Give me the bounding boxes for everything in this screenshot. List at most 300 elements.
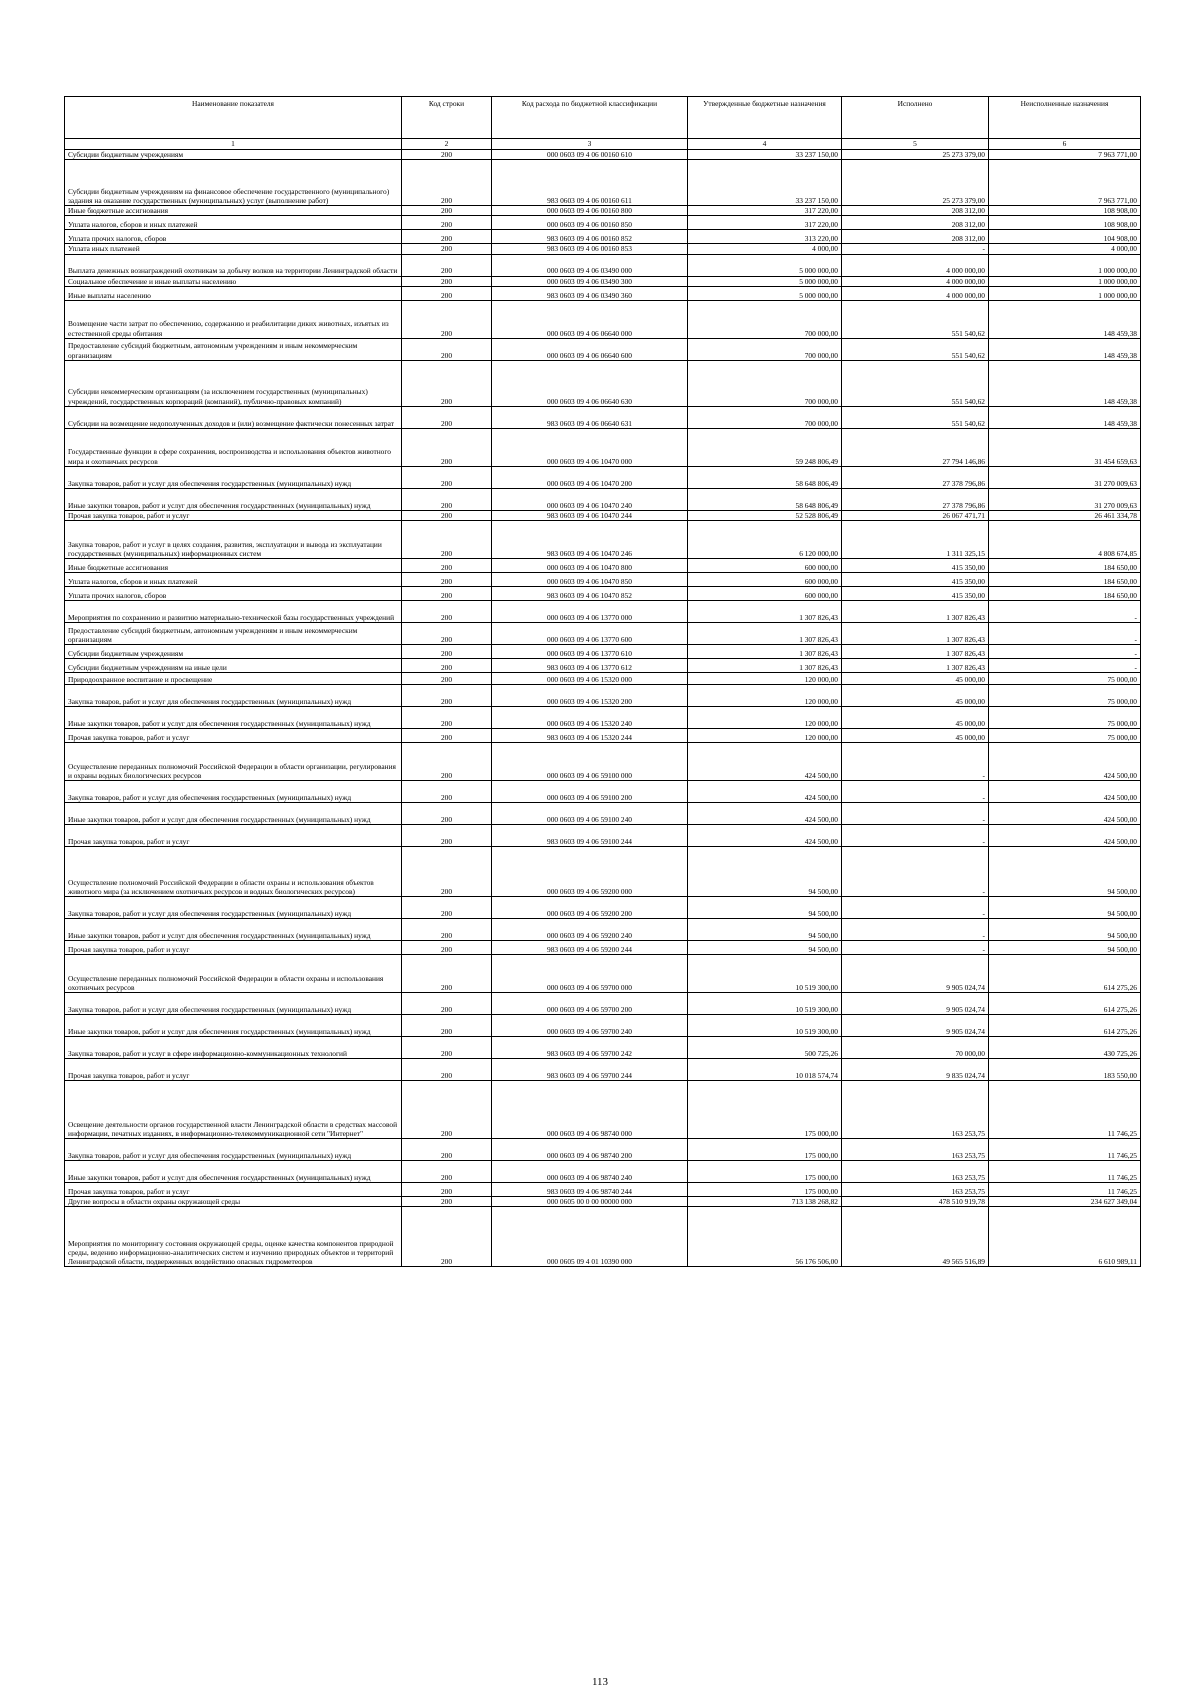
- row-line-code: 200: [402, 1139, 492, 1161]
- table-row: [65, 1081, 1141, 1139]
- row-line-code: 200: [402, 1197, 492, 1207]
- table-row: [65, 1059, 1141, 1081]
- row-unexecuted: 11 746,25: [989, 1081, 1141, 1139]
- row-approved: 175 000,00: [688, 1139, 842, 1161]
- row-kbk: 000 0603 09 4 06 06640 000: [492, 300, 688, 338]
- row-kbk: 000 0603 09 4 06 59700 240: [492, 1015, 688, 1037]
- row-name: Иные закупки товаров, работ и услуг для обеспечения государственных (муниципальных) нужд: [65, 919, 402, 941]
- row-unexecuted: 148 459,38: [989, 300, 1141, 338]
- row-line-code: 200: [402, 659, 492, 673]
- row-approved: 1 307 826,43: [688, 645, 842, 659]
- row-kbk: 983 0603 09 4 06 10470 246: [492, 521, 688, 559]
- table-row: [65, 1197, 1141, 1207]
- row-executed: 415 350,00: [842, 587, 989, 601]
- row-line-code: 200: [402, 488, 492, 510]
- row-executed: 1 311 325,15: [842, 521, 989, 559]
- row-unexecuted: 7 963 771,00: [989, 160, 1141, 206]
- row-approved: 56 176 506,00: [688, 1207, 842, 1267]
- row-name: Закупка товаров, работ и услуг для обеспечения государственных (муниципальных) нужд: [65, 685, 402, 707]
- row-unexecuted: 94 500,00: [989, 919, 1141, 941]
- row-unexecuted: 184 650,00: [989, 559, 1141, 573]
- row-executed: 1 307 826,43: [842, 659, 989, 673]
- table-row: [65, 244, 1141, 254]
- row-unexecuted: 75 000,00: [989, 685, 1141, 707]
- row-approved: 313 220,00: [688, 230, 842, 244]
- row-kbk: 000 0603 09 4 06 10470 200: [492, 466, 688, 488]
- table-row: [65, 1183, 1141, 1197]
- row-unexecuted: -: [989, 623, 1141, 645]
- row-line-code: 200: [402, 685, 492, 707]
- row-executed: -: [842, 825, 989, 847]
- row-kbk: 000 0603 09 4 06 06640 600: [492, 338, 688, 360]
- row-line-code: 200: [402, 160, 492, 206]
- row-line-code: 200: [402, 847, 492, 897]
- row-kbk: 000 0603 09 4 06 98740 200: [492, 1139, 688, 1161]
- row-name: Субсидии бюджетным учреждениям: [65, 150, 402, 160]
- row-approved: 600 000,00: [688, 587, 842, 601]
- row-name: Мероприятия по сохранению и развитию материально-технической базы государственных учреждений: [65, 601, 402, 623]
- row-name: Закупка товаров, работ и услуг в сфере информационно-коммуникационных технологий: [65, 1037, 402, 1059]
- row-unexecuted: 614 275,26: [989, 955, 1141, 993]
- row-line-code: 200: [402, 941, 492, 955]
- row-line-code: 200: [402, 521, 492, 559]
- row-name: Осуществление переданных полномочий Российской Федерации в области организации, регулирования и охраны водных биологических ресурсов: [65, 743, 402, 781]
- row-approved: 94 500,00: [688, 941, 842, 955]
- row-unexecuted: 184 650,00: [989, 573, 1141, 587]
- table-row: [65, 685, 1141, 707]
- row-approved: 317 220,00: [688, 206, 842, 216]
- row-executed: 27 378 796,86: [842, 466, 989, 488]
- row-approved: 424 500,00: [688, 743, 842, 781]
- row-unexecuted: 424 500,00: [989, 743, 1141, 781]
- row-kbk: 983 0603 09 4 06 59200 244: [492, 941, 688, 955]
- row-name: Социальное обеспечение и иные выплаты населению: [65, 276, 402, 286]
- row-line-code: 200: [402, 573, 492, 587]
- row-executed: 26 067 471,71: [842, 510, 989, 520]
- row-unexecuted: 11 746,25: [989, 1139, 1141, 1161]
- row-name: Выплата денежных вознаграждений охотникам за добычу волков на территории Ленинградской области: [65, 254, 402, 276]
- row-unexecuted: 94 500,00: [989, 941, 1141, 955]
- row-kbk: 000 0603 09 4 06 10470 850: [492, 573, 688, 587]
- row-unexecuted: 94 500,00: [989, 847, 1141, 897]
- row-name: Иные бюджетные ассигнования: [65, 559, 402, 573]
- table-row: [65, 803, 1141, 825]
- table-row: [65, 406, 1141, 428]
- row-line-code: 200: [402, 276, 492, 286]
- row-unexecuted: 26 461 334,78: [989, 510, 1141, 520]
- row-name: Иные выплаты населению: [65, 286, 402, 300]
- row-line-code: 200: [402, 623, 492, 645]
- table-row: [65, 781, 1141, 803]
- row-executed: 9 905 024,74: [842, 1015, 989, 1037]
- row-unexecuted: 1 000 000,00: [989, 286, 1141, 300]
- row-line-code: 200: [402, 587, 492, 601]
- row-approved: 175 000,00: [688, 1183, 842, 1197]
- row-kbk: 983 0603 09 4 06 03490 360: [492, 286, 688, 300]
- row-executed: -: [842, 919, 989, 941]
- row-executed: 4 000 000,00: [842, 286, 989, 300]
- row-line-code: 200: [402, 150, 492, 160]
- row-name: Иные закупки товаров, работ и услуг для обеспечения государственных (муниципальных) нужд: [65, 1161, 402, 1183]
- table-row: [65, 1139, 1141, 1161]
- row-line-code: 200: [402, 338, 492, 360]
- row-name: Иные бюджетные ассигнования: [65, 206, 402, 216]
- row-kbk: 000 0605 00 0 00 00000 000: [492, 1197, 688, 1207]
- row-unexecuted: 108 908,00: [989, 206, 1141, 216]
- row-line-code: 200: [402, 673, 492, 685]
- row-kbk: 983 0603 09 4 06 98740 244: [492, 1183, 688, 1197]
- row-approved: 120 000,00: [688, 729, 842, 743]
- table-row: [65, 659, 1141, 673]
- row-unexecuted: 1 000 000,00: [989, 254, 1141, 276]
- row-kbk: 000 0603 09 4 06 13770 610: [492, 645, 688, 659]
- row-name: Освещение деятельности органов государственной власти Ленинградской области в средствах массовой информации, печатных изданиях, в информационно-телекоммуникационной сети "Интернет": [65, 1081, 402, 1139]
- row-kbk: 983 0603 09 4 06 59700 244: [492, 1059, 688, 1081]
- row-name: Закупка товаров, работ и услуг для обеспечения государственных (муниципальных) нужд: [65, 897, 402, 919]
- budget-table: [64, 96, 1141, 1267]
- row-approved: 5 000 000,00: [688, 286, 842, 300]
- row-executed: 4 000 000,00: [842, 254, 989, 276]
- row-approved: 10 018 574,74: [688, 1059, 842, 1081]
- table-row: [65, 707, 1141, 729]
- row-name: Государственные функции в сфере сохранения, воспроизводства и использования объектов животного мира и охотничьих ресурсов: [65, 428, 402, 466]
- header-executed: Исполнено: [842, 97, 989, 139]
- row-name: Предоставление субсидий бюджетным, автономным учреждениям и иным некоммерческим организациям: [65, 338, 402, 360]
- table-row: [65, 825, 1141, 847]
- row-unexecuted: 108 908,00: [989, 216, 1141, 230]
- row-kbk: 983 0603 09 4 06 59700 242: [492, 1037, 688, 1059]
- row-name: Закупка товаров, работ и услуг для обеспечения государственных (муниципальных) нужд: [65, 781, 402, 803]
- row-unexecuted: 234 627 349,04: [989, 1197, 1141, 1207]
- row-line-code: 200: [402, 803, 492, 825]
- row-kbk: 000 0603 09 4 06 10470 800: [492, 559, 688, 573]
- row-approved: 700 000,00: [688, 300, 842, 338]
- table-row: [65, 488, 1141, 510]
- row-unexecuted: 614 275,26: [989, 1015, 1141, 1037]
- row-executed: 49 565 516,89: [842, 1207, 989, 1267]
- row-kbk: 000 0603 09 4 06 59200 240: [492, 919, 688, 941]
- header-unexecuted: Неисполненные назначения: [989, 97, 1141, 139]
- row-line-code: 200: [402, 897, 492, 919]
- row-approved: 52 528 806,49: [688, 510, 842, 520]
- row-line-code: 200: [402, 825, 492, 847]
- row-executed: 415 350,00: [842, 559, 989, 573]
- row-approved: 33 237 150,00: [688, 150, 842, 160]
- table-row: [65, 847, 1141, 897]
- row-line-code: 200: [402, 254, 492, 276]
- row-unexecuted: 183 550,00: [989, 1059, 1141, 1081]
- row-line-code: 200: [402, 230, 492, 244]
- row-line-code: 200: [402, 707, 492, 729]
- row-line-code: 200: [402, 1161, 492, 1183]
- row-approved: 58 648 806,49: [688, 466, 842, 488]
- table-row: [65, 941, 1141, 955]
- row-executed: 551 540,62: [842, 406, 989, 428]
- table-row: [65, 254, 1141, 276]
- row-kbk: 000 0603 09 4 06 00160 610: [492, 150, 688, 160]
- row-line-code: 200: [402, 955, 492, 993]
- row-approved: 120 000,00: [688, 673, 842, 685]
- header-name: Наименование показателя: [65, 97, 402, 139]
- row-kbk: 000 0603 09 4 06 13770 600: [492, 623, 688, 645]
- row-name: Субсидии бюджетным учреждениям: [65, 645, 402, 659]
- row-approved: 10 519 300,00: [688, 1015, 842, 1037]
- table-row: [65, 150, 1141, 160]
- row-name: Уплата иных платежей: [65, 244, 402, 254]
- row-name: Осуществление переданных полномочий Российской Федерации в области охраны и использования охотничьих ресурсов: [65, 955, 402, 993]
- row-executed: 163 253,75: [842, 1161, 989, 1183]
- row-executed: 27 794 146,86: [842, 428, 989, 466]
- table-row: [65, 1015, 1141, 1037]
- row-line-code: 200: [402, 645, 492, 659]
- row-executed: 27 378 796,86: [842, 488, 989, 510]
- table-row: [65, 1207, 1141, 1267]
- row-line-code: 200: [402, 244, 492, 254]
- row-unexecuted: 11 746,25: [989, 1183, 1141, 1197]
- row-unexecuted: 148 459,38: [989, 406, 1141, 428]
- table-row: [65, 955, 1141, 993]
- row-name: Мероприятия по мониторингу состояния окружающей среды, оценке качества компонентов природной среды, ведению информационно-аналитических систем и изучению природных объектов и территорий Ленинградской области, подверженных воздействию опасных гидрометеоров: [65, 1207, 402, 1267]
- row-line-code: 200: [402, 510, 492, 520]
- row-executed: 1 307 826,43: [842, 645, 989, 659]
- table-row: [65, 510, 1141, 520]
- row-unexecuted: 184 650,00: [989, 587, 1141, 601]
- row-line-code: 200: [402, 1081, 492, 1139]
- row-name: Иные закупки товаров, работ и услуг для обеспечения государственных (муниципальных) нужд: [65, 1015, 402, 1037]
- row-name: Закупка товаров, работ и услуг для обеспечения государственных (муниципальных) нужд: [65, 993, 402, 1015]
- row-kbk: 983 0603 09 4 06 06640 631: [492, 406, 688, 428]
- row-name: Закупка товаров, работ и услуг для обеспечения государственных (муниципальных) нужд: [65, 1139, 402, 1161]
- table-row: [65, 276, 1141, 286]
- row-name: Закупка товаров, работ и услуг в целях создания, развития, эксплуатации и вывода из эксплуатации государственных (муниципальных) информационных систем: [65, 521, 402, 559]
- table-row: [65, 645, 1141, 659]
- row-unexecuted: 148 459,38: [989, 360, 1141, 406]
- row-approved: 120 000,00: [688, 707, 842, 729]
- row-line-code: 200: [402, 559, 492, 573]
- row-kbk: 000 0603 09 4 06 59200 200: [492, 897, 688, 919]
- row-kbk: 000 0603 09 4 06 59700 200: [492, 993, 688, 1015]
- row-kbk: 000 0603 09 4 06 06640 630: [492, 360, 688, 406]
- row-kbk: 000 0603 09 4 06 98740 240: [492, 1161, 688, 1183]
- table-row: [65, 673, 1141, 685]
- row-approved: 33 237 150,00: [688, 160, 842, 206]
- row-name: Субсидии на возмещение недополученных доходов и (или) возмещение фактически понесенных затрат: [65, 406, 402, 428]
- table-row: [65, 623, 1141, 645]
- row-approved: 424 500,00: [688, 825, 842, 847]
- row-executed: 45 000,00: [842, 673, 989, 685]
- row-line-code: 200: [402, 743, 492, 781]
- row-approved: 175 000,00: [688, 1081, 842, 1139]
- row-unexecuted: -: [989, 645, 1141, 659]
- row-unexecuted: 148 459,38: [989, 338, 1141, 360]
- row-kbk: 000 0603 09 4 06 98740 000: [492, 1081, 688, 1139]
- row-unexecuted: 31 270 009,63: [989, 466, 1141, 488]
- row-name: Прочая закупка товаров, работ и услуг: [65, 729, 402, 743]
- row-kbk: 000 0603 09 4 06 15320 240: [492, 707, 688, 729]
- column-number: 1: [65, 139, 402, 150]
- row-name: Иные закупки товаров, работ и услуг для обеспечения государственных (муниципальных) нужд: [65, 803, 402, 825]
- table-body: [65, 150, 1141, 1267]
- row-name: Прочая закупка товаров, работ и услуг: [65, 941, 402, 955]
- row-approved: 120 000,00: [688, 685, 842, 707]
- row-unexecuted: 1 000 000,00: [989, 276, 1141, 286]
- row-name: Осуществление полномочий Российской Федерации в области охраны и использования объектов животного мира (за исключением охотничьих ресурсов и водных биологических ресурсов): [65, 847, 402, 897]
- row-executed: -: [842, 803, 989, 825]
- row-unexecuted: 424 500,00: [989, 781, 1141, 803]
- row-approved: 424 500,00: [688, 781, 842, 803]
- row-approved: 1 307 826,43: [688, 601, 842, 623]
- column-number: 2: [402, 139, 492, 150]
- row-executed: 208 312,00: [842, 206, 989, 216]
- row-name: Субсидии бюджетным учреждениям на иные цели: [65, 659, 402, 673]
- row-line-code: 200: [402, 601, 492, 623]
- row-name: Закупка товаров, работ и услуг для обеспечения государственных (муниципальных) нужд: [65, 466, 402, 488]
- row-kbk: 983 0603 09 4 06 13770 612: [492, 659, 688, 673]
- row-executed: -: [842, 941, 989, 955]
- row-kbk: 983 0603 09 4 06 00160 853: [492, 244, 688, 254]
- table-row: [65, 360, 1141, 406]
- row-approved: 700 000,00: [688, 338, 842, 360]
- row-name: Прочая закупка товаров, работ и услуг: [65, 510, 402, 520]
- table-row: [65, 428, 1141, 466]
- row-name: Иные закупки товаров, работ и услуг для обеспечения государственных (муниципальных) нужд: [65, 488, 402, 510]
- row-line-code: 200: [402, 729, 492, 743]
- table-row: [65, 559, 1141, 573]
- row-unexecuted: 94 500,00: [989, 897, 1141, 919]
- row-line-code: 200: [402, 1015, 492, 1037]
- header-line-code: Код строки: [402, 97, 492, 139]
- row-unexecuted: 104 908,00: [989, 230, 1141, 244]
- row-approved: 58 648 806,49: [688, 488, 842, 510]
- table-row: [65, 897, 1141, 919]
- row-name: Иные закупки товаров, работ и услуг для обеспечения государственных (муниципальных) нужд: [65, 707, 402, 729]
- row-executed: 163 253,75: [842, 1081, 989, 1139]
- row-unexecuted: 4 808 674,85: [989, 521, 1141, 559]
- table-row: [65, 286, 1141, 300]
- row-kbk: 000 0603 09 4 06 03490 300: [492, 276, 688, 286]
- row-name: Субсидии некоммерческим организациям (за исключением государственных (муниципальных) учреждений, государственных корпораций (компаний), публично-правовых компаний): [65, 360, 402, 406]
- row-line-code: 200: [402, 993, 492, 1015]
- row-executed: 415 350,00: [842, 573, 989, 587]
- row-executed: 45 000,00: [842, 729, 989, 743]
- row-kbk: 000 0603 09 4 06 59200 000: [492, 847, 688, 897]
- row-executed: 9 905 024,74: [842, 955, 989, 993]
- row-executed: 478 510 919,78: [842, 1197, 989, 1207]
- column-number: 4: [688, 139, 842, 150]
- row-line-code: 200: [402, 1059, 492, 1081]
- table-row: [65, 1161, 1141, 1183]
- row-approved: 1 307 826,43: [688, 659, 842, 673]
- row-name: Прочая закупка товаров, работ и услуг: [65, 1059, 402, 1081]
- row-approved: 94 500,00: [688, 847, 842, 897]
- row-approved: 424 500,00: [688, 803, 842, 825]
- row-executed: 208 312,00: [842, 230, 989, 244]
- row-line-code: 200: [402, 206, 492, 216]
- row-name: Субсидии бюджетным учреждениям на финансовое обеспечение государственного (муниципального) задания на оказание государственных (муниципальных) услуг (выполнение работ): [65, 160, 402, 206]
- row-executed: 45 000,00: [842, 707, 989, 729]
- row-line-code: 200: [402, 428, 492, 466]
- row-executed: 9 905 024,74: [842, 993, 989, 1015]
- row-unexecuted: 75 000,00: [989, 729, 1141, 743]
- row-approved: 4 000,00: [688, 244, 842, 254]
- row-name: Предоставление субсидий бюджетным, автономным учреждениям и иным некоммерческим организациям: [65, 623, 402, 645]
- table-row: [65, 160, 1141, 206]
- table-row: [65, 919, 1141, 941]
- row-kbk: 000 0605 09 4 01 10390 000: [492, 1207, 688, 1267]
- row-executed: 9 835 024,74: [842, 1059, 989, 1081]
- row-kbk: 000 0603 09 4 06 10470 000: [492, 428, 688, 466]
- row-unexecuted: 424 500,00: [989, 825, 1141, 847]
- row-kbk: 000 0603 09 4 06 00160 850: [492, 216, 688, 230]
- row-name: Другие вопросы в области охраны окружающей среды: [65, 1197, 402, 1207]
- row-executed: 551 540,62: [842, 338, 989, 360]
- row-unexecuted: 11 746,25: [989, 1161, 1141, 1183]
- row-approved: 1 307 826,43: [688, 623, 842, 645]
- row-approved: 10 519 300,00: [688, 955, 842, 993]
- row-unexecuted: 7 963 771,00: [989, 150, 1141, 160]
- row-line-code: 200: [402, 781, 492, 803]
- row-approved: 10 519 300,00: [688, 993, 842, 1015]
- table-row: [65, 466, 1141, 488]
- table-row: [65, 587, 1141, 601]
- table-row: [65, 729, 1141, 743]
- row-executed: 25 273 379,00: [842, 160, 989, 206]
- table-row: [65, 521, 1141, 559]
- row-line-code: 200: [402, 1207, 492, 1267]
- row-name: Уплата налогов, сборов и иных платежей: [65, 216, 402, 230]
- row-approved: 600 000,00: [688, 573, 842, 587]
- row-executed: 163 253,75: [842, 1139, 989, 1161]
- row-executed: -: [842, 897, 989, 919]
- table-row: [65, 206, 1141, 216]
- table-row: [65, 1037, 1141, 1059]
- row-executed: -: [842, 743, 989, 781]
- row-name: Возмещение части затрат по обеспечению, содержанию и реабилитации диких животных, изъятых из естественной среды обитания: [65, 300, 402, 338]
- row-executed: 45 000,00: [842, 685, 989, 707]
- row-kbk: 983 0603 09 4 06 00160 852: [492, 230, 688, 244]
- row-line-code: 200: [402, 360, 492, 406]
- row-approved: 59 248 806,49: [688, 428, 842, 466]
- budget-execution-sheet: [64, 96, 1140, 1267]
- row-kbk: 000 0603 09 4 06 10470 240: [492, 488, 688, 510]
- row-approved: 5 000 000,00: [688, 254, 842, 276]
- header-kbk: Код расхода по бюджетной классификации: [492, 97, 688, 139]
- row-approved: 6 120 000,00: [688, 521, 842, 559]
- row-unexecuted: 614 275,26: [989, 993, 1141, 1015]
- table-row: [65, 300, 1141, 338]
- row-name: Уплата налогов, сборов и иных платежей: [65, 573, 402, 587]
- row-unexecuted: 430 725,26: [989, 1037, 1141, 1059]
- row-name: Прочая закупка товаров, работ и услуг: [65, 825, 402, 847]
- row-unexecuted: 4 000,00: [989, 244, 1141, 254]
- row-unexecuted: -: [989, 659, 1141, 673]
- row-unexecuted: 75 000,00: [989, 707, 1141, 729]
- row-line-code: 200: [402, 286, 492, 300]
- row-approved: 5 000 000,00: [688, 276, 842, 286]
- row-approved: 700 000,00: [688, 406, 842, 428]
- row-kbk: 000 0603 09 4 06 03490 000: [492, 254, 688, 276]
- row-approved: 175 000,00: [688, 1161, 842, 1183]
- row-executed: 208 312,00: [842, 216, 989, 230]
- row-unexecuted: 75 000,00: [989, 673, 1141, 685]
- row-executed: -: [842, 847, 989, 897]
- row-unexecuted: 424 500,00: [989, 803, 1141, 825]
- row-approved: 700 000,00: [688, 360, 842, 406]
- row-executed: 1 307 826,43: [842, 601, 989, 623]
- row-approved: 317 220,00: [688, 216, 842, 230]
- row-line-code: 200: [402, 1037, 492, 1059]
- row-executed: 551 540,62: [842, 360, 989, 406]
